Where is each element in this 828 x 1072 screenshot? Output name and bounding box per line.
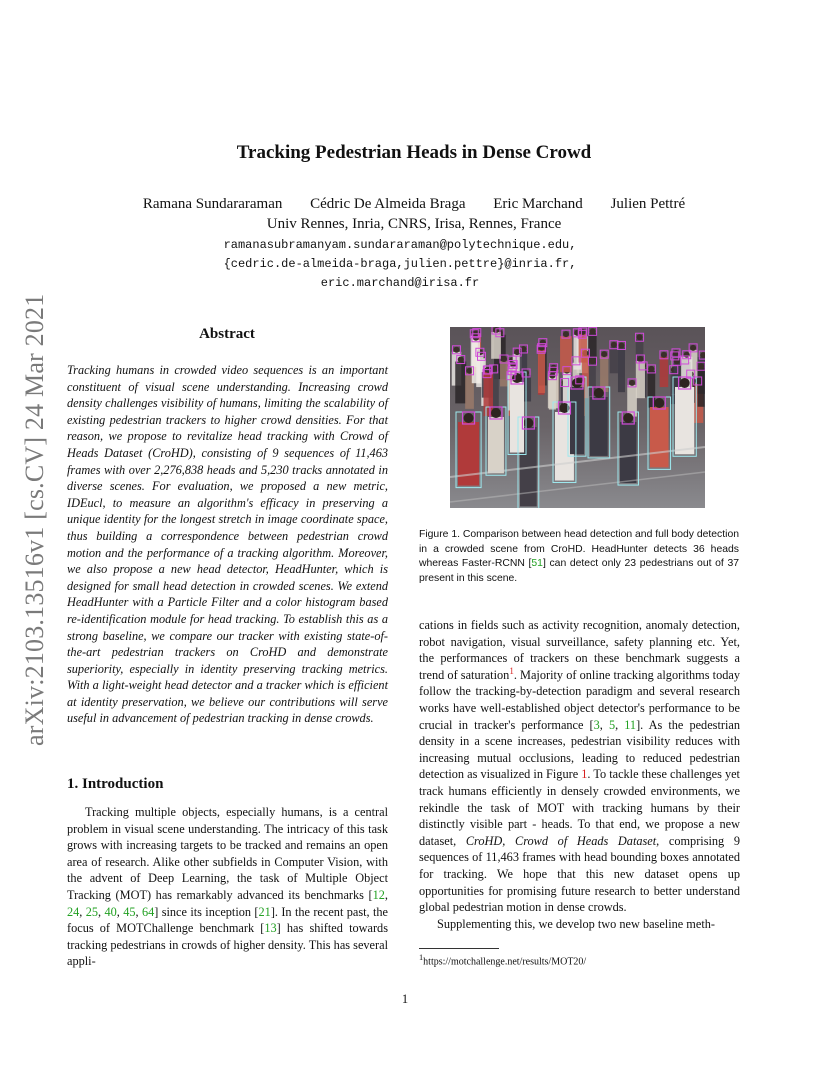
section-heading-introduction: 1. Introduction xyxy=(67,776,164,792)
person-head xyxy=(454,347,460,353)
person-head xyxy=(563,331,569,337)
citation-link[interactable]: 11 xyxy=(624,717,637,732)
person-silhouette xyxy=(472,340,480,383)
person-head xyxy=(629,380,635,386)
pedestrian-head xyxy=(680,378,690,388)
person-head xyxy=(501,356,507,362)
person-head xyxy=(698,363,704,369)
citation-link[interactable]: 21 xyxy=(258,904,271,919)
abstract-text: Tracking humans in crowded video sequences is an important constituent of visual scene understanding. Increasing crowd density challenges visibility of humans, limiting the scalability of existing pedestrian trackers to higher crowd densities. For that reason, we propose to revitalize head tracking with Crowd of Heads Dataset (CroHD), consisting of 9 sequences of 11,463 frames with over 2,276,838 heads and 5,230 tracks annotated in diverse scenes. For evaluation, we proposed a new metric, IDEucl, to measure an algorithm's efficacy in preserving a unique identity for the longest stretch in image coordinate space, thus building a correspondence between pedestrian crowd motion and the performance of a tracking algorithm. Moreover, we also propose a new head detector, HeadHunter, which is designed for small head detection in crowded scenes. We extend HeadHunter with a Particle Filter and a color histogram based re-identification module for head tracking. To establish this as a strong baseline, we compare our tracker with existing state-of-the-art pedestrian trackers on CroHD and demonstrate superiority, especially in identity preserving tracking metrics. With a light-weight head detector and a tracker which is efficient at identity preservation, we believe our contributions will serve useful in advancement of pedestrian tracking in dense crowds. xyxy=(67,363,388,726)
pedestrian-head xyxy=(594,388,604,398)
footnote-reference[interactable]: 1 xyxy=(509,665,514,676)
person-silhouette xyxy=(648,371,656,408)
person-head xyxy=(590,328,596,334)
person-silhouette xyxy=(698,368,705,407)
person-silhouette xyxy=(538,350,545,393)
person-silhouette xyxy=(610,347,618,374)
citation-link[interactable]: 25 xyxy=(85,904,99,919)
citation-link[interactable]: 5 xyxy=(608,717,616,732)
pedestrian-body xyxy=(488,417,504,473)
pedestrian-head xyxy=(572,378,582,388)
figure-caption: Figure 1. Comparison between head detection and full body detection in a crowded scene from CroHD. HeadHunter detects 36 heads whereas Faster-RCNN [51] can detect only 23 pedestrians out of 37 present in this scene. xyxy=(419,529,740,584)
citation-link[interactable]: 24 xyxy=(67,904,80,919)
author-name: Julien Pettré xyxy=(610,196,686,212)
pedestrian-head xyxy=(623,413,633,423)
citation-link[interactable]: 13 xyxy=(264,921,277,936)
pedestrian-body xyxy=(675,387,694,454)
footnote-mark: 1 xyxy=(419,953,424,962)
person-head xyxy=(673,350,679,356)
person-head xyxy=(458,357,464,363)
person-silhouette xyxy=(455,362,466,404)
person-head xyxy=(690,345,696,351)
pedestrian-body xyxy=(570,387,584,454)
figure-reference[interactable]: 1 xyxy=(581,767,588,782)
figure-crowd-photo xyxy=(450,327,705,508)
email-list xyxy=(0,236,760,293)
person-head xyxy=(637,356,643,362)
pedestrian-body xyxy=(620,422,636,483)
dataset-name: CroHD, Crowd of Heads Dataset xyxy=(465,833,657,848)
paragraph: cations in fields such as activity recognition, anomaly detection, robot navigation, visual surveillance, safety planning etc. Yet, the performances of trackers on these benchmark suggests a trend of saturation$^1$. Majority of online tracking algorithms today follow the tracking-by-detection paradigm and several research works have well-established object detector's performance to be crucial in tracker's performance [3, 5, 11]. As the pedestrian density in a scene increases, pedestrian visibility reduces with increasing mutual occlusions, leading to reduced pedestrian detection as visualized in Figure 1. To tackle these challenges yet track humans efficiently in densely crowded environments, we rekindle the task of MOT with tracking humans by their distinctly visible part - heads. To that end, we propose a new dataset, CroHD, Crowd of Heads Dataset, comprising 9 sequences of 11,463 frames with head bounding boxes annotated for tracking. We hope that this new dataset opens up opportunities for promising future research to better understand global pedestrian motion in dense crowds. xyxy=(419,618,740,915)
person-head xyxy=(618,342,624,348)
pedestrian-head xyxy=(523,418,533,428)
person-head xyxy=(637,334,643,340)
email[interactable]: {cedric.de-almeida-braga,julien.pettre}@inria.fr, xyxy=(223,257,577,271)
author-name: Ramana Sundararaman xyxy=(142,196,283,212)
person-silhouette xyxy=(484,372,494,416)
pedestrian-head xyxy=(654,398,664,408)
person-head xyxy=(661,352,667,358)
paragraph: Supplementing this, we develop two new baseline meth- xyxy=(437,916,715,931)
introduction-paragraph: Tracking multiple objects, especially humans, is a central problem in visual scene understanding. The intricacy of this task grows with increasing targets to be tracked and remains an open area of research. Alike other subfields in Computer Vision, with the advent of Deep Learning, the task of Multiple Object Tracking (MOT) has remarkably advanced its benchmarks [12, 24, 25, 40, 45, 64] since its inception [21]. In the recent past, the focus of MOTChallenge benchmark [13] has shifted towards tracking pedestrians in crowds of higher density. This has several appli- xyxy=(67,805,388,969)
footnote xyxy=(419,953,586,967)
paper-title: Tracking Pedestrian Heads in Dense Crowd xyxy=(236,142,592,163)
pedestrian-body xyxy=(590,397,608,456)
person-silhouette xyxy=(549,378,556,410)
abstract-heading: Abstract xyxy=(199,326,255,342)
footnote-divider xyxy=(419,948,499,949)
author-name: Cédric De Almeida Braga xyxy=(310,196,466,212)
author-name: Eric Marchand xyxy=(493,196,583,212)
pedestrian-head xyxy=(464,413,474,423)
pedestrian-head xyxy=(491,408,501,418)
person-silhouette xyxy=(636,361,645,398)
citation-link[interactable]: 45 xyxy=(123,904,136,919)
page-number: 1 xyxy=(401,992,409,1006)
citation-link[interactable]: 40 xyxy=(104,904,117,919)
citation-link[interactable]: 3 xyxy=(593,717,600,732)
person-silhouette xyxy=(660,357,669,387)
email[interactable]: ramanasubramanyam.sundararaman@polytechnique.edu, xyxy=(223,238,577,252)
author-list xyxy=(0,194,828,214)
arxiv-identifier: arXiv:2103.13516v1 [cs.CV] 24 Mar 2021 xyxy=(20,293,49,747)
citation-link[interactable]: 64 xyxy=(141,904,155,919)
person-head xyxy=(648,366,654,372)
affiliation: Univ Rennes, Inria, CNRS, Irisa, Rennes, France xyxy=(266,216,562,232)
pedestrian-body xyxy=(650,407,669,467)
person-head xyxy=(611,342,617,348)
email[interactable]: eric.marchand@irisa.fr xyxy=(320,276,480,290)
person-head xyxy=(601,351,607,357)
citation-link[interactable]: 12 xyxy=(372,887,385,902)
person-head xyxy=(589,358,595,364)
citation-link[interactable]: 51 xyxy=(531,558,543,570)
person-silhouette xyxy=(618,347,625,392)
footnote-url[interactable]: https://motchallenge.net/results/MOT20/ xyxy=(423,956,587,968)
person-head xyxy=(467,368,473,374)
introduction-continued xyxy=(419,617,740,932)
